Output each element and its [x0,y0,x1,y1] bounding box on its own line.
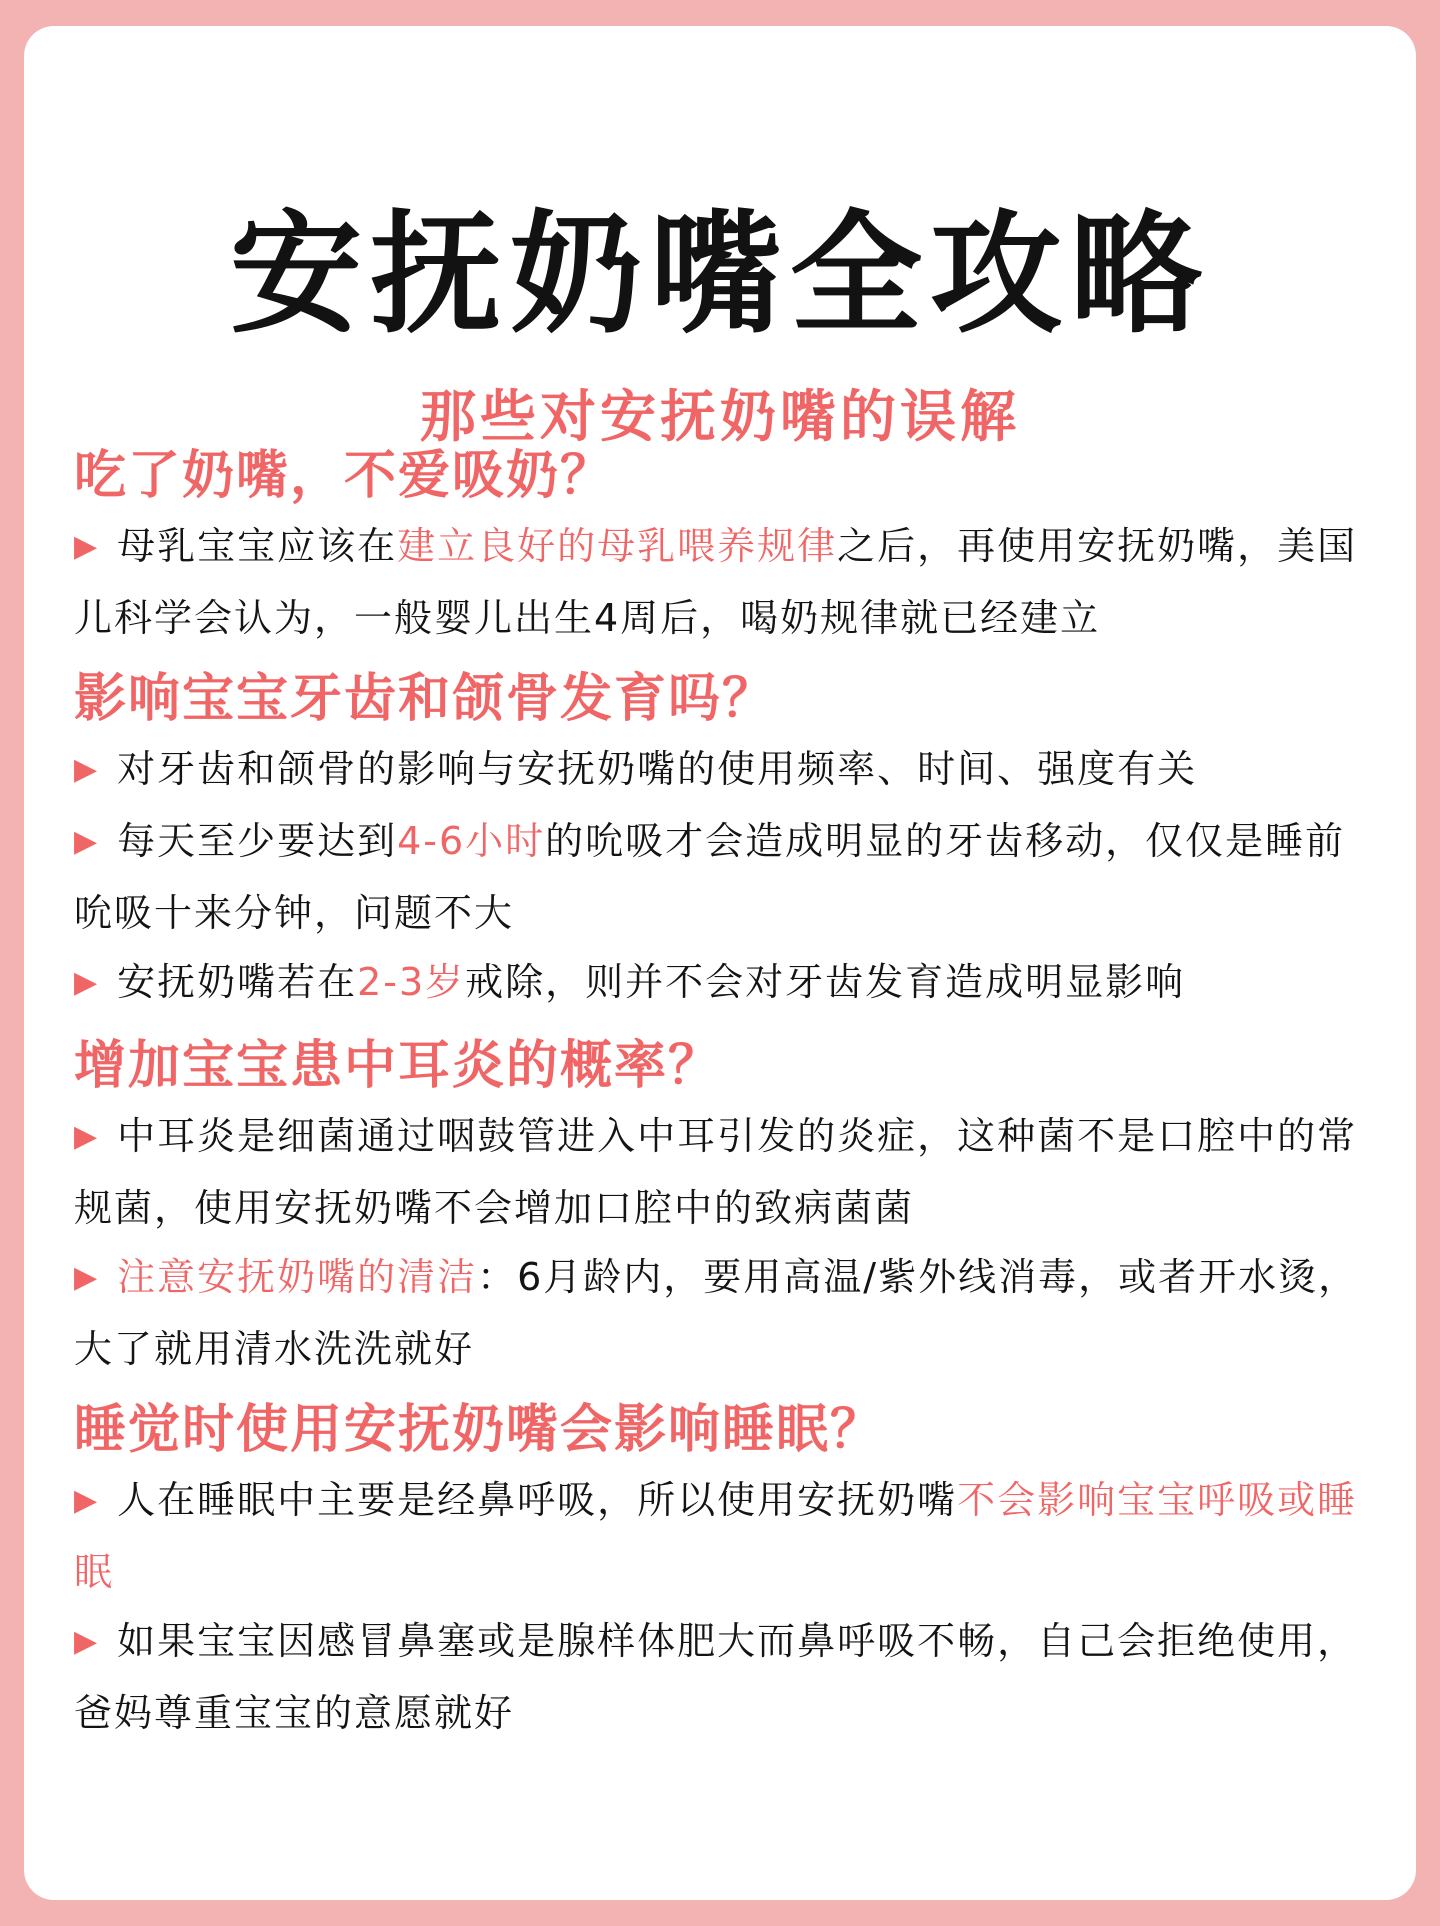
bullet-list [74,1102,1370,1384]
triangle-bullet-icon: ▶ [74,1260,100,1295]
sections-container [74,440,1370,1758]
triangle-bullet-icon: ▶ [74,1624,100,1659]
item-text: 对牙齿和颌骨的影响与安抚奶嘴的使用频率、时间、强度有关 [117,747,1198,791]
item-text: 人在睡眠中主要是经鼻呼吸，所以使用安抚奶嘴 [117,1478,958,1522]
bullet-item [74,948,1370,1020]
triangle-bullet-icon: ▶ [74,965,100,1000]
item-highlight: 不会影响宝宝呼吸或睡眠 [74,1478,1358,1594]
page-title: 安抚奶嘴全攻略 [230,198,1210,353]
triangle-bullet-icon: ▶ [74,824,100,859]
item-highlight: 4-6小时 [397,819,546,863]
item-highlight: 2-3岁 [357,960,466,1004]
triangle-bullet-icon: ▶ [74,1483,100,1518]
item-highlight: 注意安抚奶嘴的清洁 [117,1255,478,1299]
section-question: 影响宝宝牙齿和颌骨发育吗？ [74,669,777,729]
page-subtitle: 那些对安抚奶嘴的误解 [420,385,1020,451]
item-text: 安抚奶嘴若在 [117,960,358,1004]
section-sleep [74,1394,1370,1748]
bullet-item [74,1466,1370,1607]
item-text: 中耳炎是细菌通过咽鼓管进入中耳引发的炎症，这种菌不是口腔中的常规菌，使用安抚奶嘴不会增加口腔中的致病菌菌 [74,1114,1358,1230]
item-text-after: 的吮吸才会造成明显的牙齿移动，仅仅是睡前吮吸十来分钟，问题不大 [74,819,1346,935]
item-text: 每天至少要达到 [117,819,398,863]
item-text: 如果宝宝因感冒鼻塞或是腺样体肥大而鼻呼吸不畅，自己会拒绝使用，爸妈尊重宝宝的意愿就好 [74,1619,1358,1735]
triangle-bullet-icon: ▶ [74,529,100,564]
item-text-after: ：6月龄内，要用高温/紫外线消毒，或者开水烫，大了就用清水洗洗就好 [74,1255,1359,1371]
bullet-list [74,1466,1370,1748]
item-text: 母乳宝宝应该在 [117,524,398,568]
triangle-bullet-icon: ▶ [74,1119,100,1154]
bullet-item [74,807,1370,948]
section-feeding [74,440,1370,653]
bullet-item [74,1607,1370,1748]
triangle-bullet-icon: ▶ [74,752,100,787]
section-question: 增加宝宝患中耳炎的概率？ [74,1036,723,1096]
bullet-item [74,512,1370,653]
item-text-after: 戒除，则并不会对牙齿发育造成明显影响 [465,960,1186,1004]
item-highlight: 建立良好的母乳喂养规律 [397,524,838,568]
item-text-after: 之后，再使用安抚奶嘴，美国儿科学会认为，一般婴儿出生4周后，喝奶规律就已经建立 [74,524,1358,640]
bullet-item [74,1102,1370,1243]
section-question: 吃了奶嘴，不爱吸奶？ [74,446,615,506]
section-otitis [74,1030,1370,1384]
bullet-item [74,735,1370,807]
bullet-list [74,512,1370,653]
bullet-list [74,735,1370,1020]
section-teeth [74,663,1370,1020]
bullet-item [74,1243,1370,1384]
section-question: 睡觉时使用安抚奶嘴会影响睡眠？ [74,1400,885,1460]
